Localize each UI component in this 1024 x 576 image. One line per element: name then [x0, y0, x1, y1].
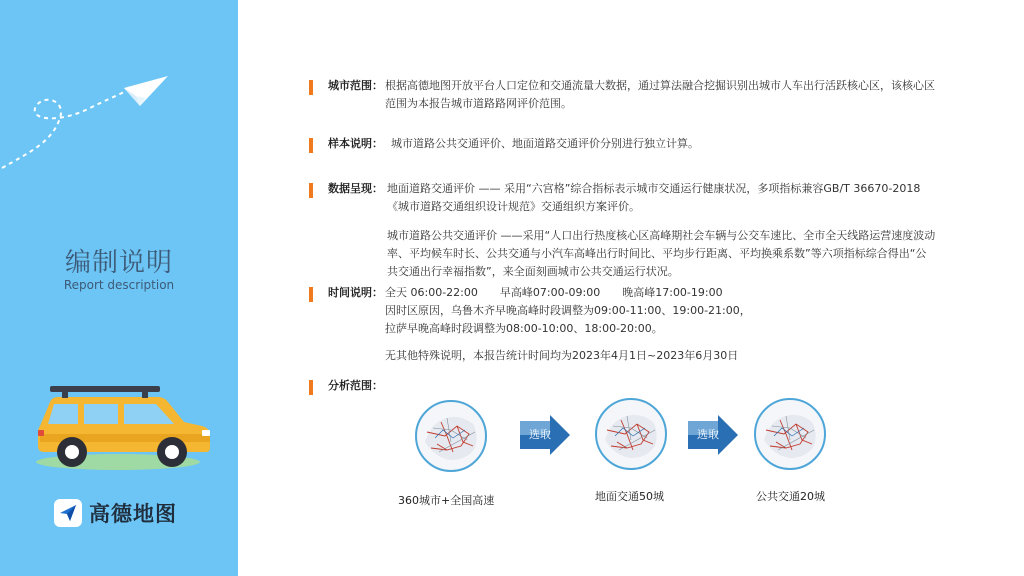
arrow-label: 选取 — [697, 428, 719, 441]
china-map-icon — [597, 400, 665, 468]
accent-bar — [309, 183, 313, 198]
text-line: 地面道路交通评价 —— 采用“六宫格”综合指标表示城市交通运行健康状况，多项指标兼容GB/T 36670-2018 — [387, 182, 921, 195]
section-city-scope — [309, 77, 989, 117]
china-map-icon — [417, 402, 485, 470]
section-label: 城市范围： — [328, 79, 383, 92]
map-circle-360-cities — [415, 400, 487, 472]
left-panel — [0, 0, 238, 576]
paper-plane-icon — [0, 60, 180, 180]
accent-bar — [309, 138, 313, 153]
car-illustration — [26, 380, 216, 476]
amap-logo — [54, 498, 177, 528]
caption-360-cities: 360城市+全国高速 — [398, 494, 495, 507]
text-line: 拉萨早晚高峰时段调整为08:00-10:00、18:00-20:00。 — [385, 322, 663, 335]
text-line: 率、平均候车时长、公共交通与小汽车高峰出行时间比、平均步行距离、平均换乘系数”等六项指标综合得出“公 — [387, 247, 927, 260]
text-line: 无其他特殊说明，本报告统计时间均为2023年4月1日~2023年6月30日 — [385, 349, 739, 362]
section-body — [385, 284, 751, 338]
text-line: 因时区原因，乌鲁木齐早晚高峰时段调整为09:00-11:00、19:00-21:00， — [385, 304, 751, 317]
china-map-icon — [756, 400, 824, 468]
text-line: 范围为本报告城市道路路网评价范围。 — [385, 97, 572, 110]
amap-logo-icon — [54, 499, 82, 527]
section-body — [391, 135, 699, 153]
section-body — [385, 77, 935, 113]
text-line: 《城市道路交通组织设计规范》交通组织方案评价。 — [387, 200, 640, 213]
select-arrow-1 — [520, 415, 572, 459]
accent-bar — [309, 80, 313, 95]
section-analysis — [309, 377, 989, 397]
time-note — [385, 347, 738, 365]
map-circle-public-transit — [754, 398, 826, 470]
section-label: 分析范围： — [328, 379, 383, 392]
arrow-label: 选取 — [529, 428, 551, 441]
text-line: 共交通出行幸福指数”，来全面刻画城市公共交通运行状况。 — [387, 265, 679, 278]
accent-bar — [309, 287, 313, 302]
text-line: 城市道路公共交通评价 ——采用“人口出行热度核心区高峰期社会车辆与公交车速比、全市全天线路运营速度波动 — [387, 229, 936, 242]
section-data — [309, 180, 989, 280]
section-body — [387, 180, 920, 216]
section-sample — [309, 135, 989, 155]
text-line: 根据高德地图开放平台人口定位和交通流量大数据，通过算法融合挖掘识别出城市人车出行活跃核心区，该核心区 — [385, 79, 935, 92]
text-line: 全天 06:00-22:00 早高峰07:00-09:00 晚高峰17:00-19:00 — [385, 286, 723, 299]
select-arrow-2 — [688, 415, 740, 459]
public-transit-body — [387, 227, 935, 281]
section-time — [309, 284, 989, 364]
amap-logo-text: 高德地图 — [89, 502, 177, 526]
section-label: 时间说明： — [328, 286, 383, 299]
caption-public-transit: 公共交通20城 — [756, 490, 825, 503]
section-label: 数据呈现： — [328, 182, 383, 195]
accent-bar — [309, 380, 313, 395]
section-label: 样本说明： — [328, 137, 383, 150]
caption-ground-traffic: 地面交通50城 — [595, 490, 664, 503]
panel-title: 编制说明 — [64, 248, 173, 278]
text-line: 城市道路公共交通评价、地面道路交通评价分别进行独立计算。 — [391, 137, 699, 150]
map-circle-ground-traffic — [595, 398, 667, 470]
panel-subtitle: Report description — [63, 278, 175, 292]
